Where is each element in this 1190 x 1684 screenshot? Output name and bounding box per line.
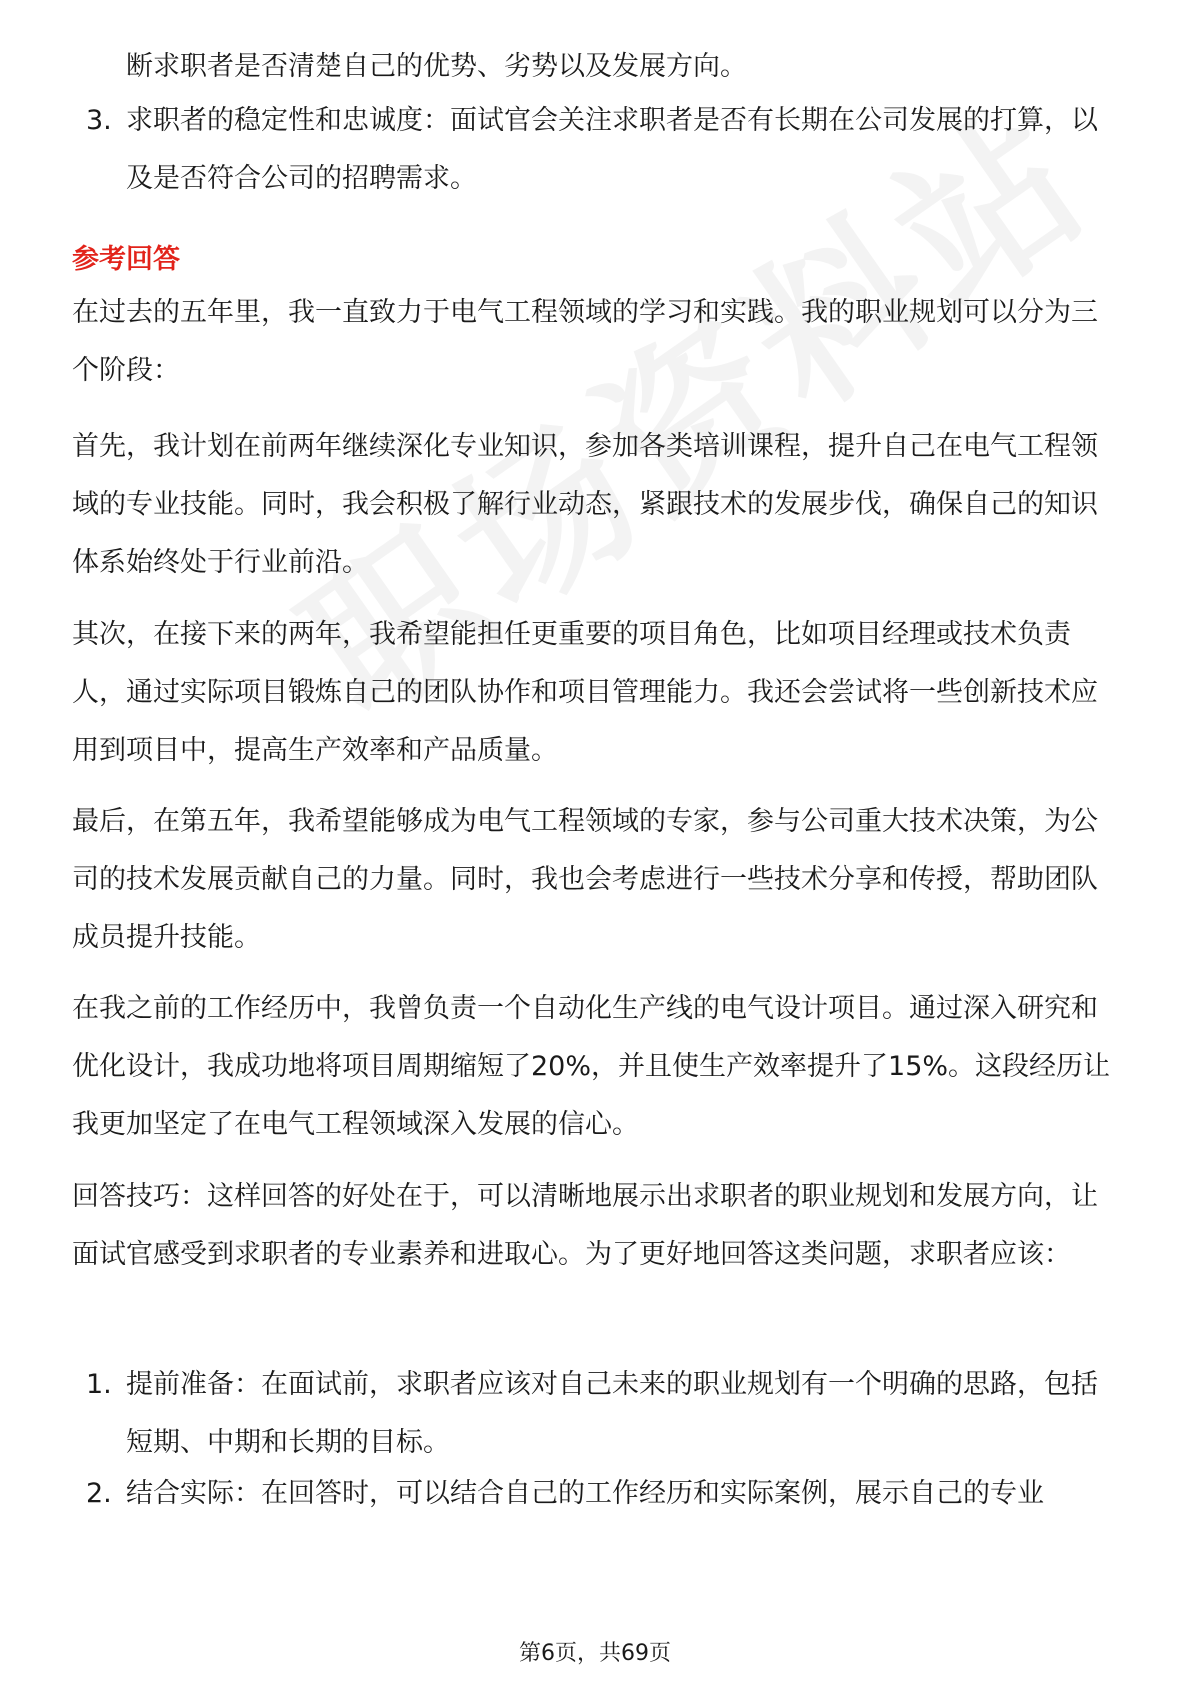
- continuation-text: 断求职者是否清楚自己的优势、劣势以及发展方向。: [126, 51, 747, 82]
- paragraph-second: 其次，在接下来的两年，我希望能担任更重要的项目角色，比如项目经理或技术负责人，通过实际项目锻炼自己的团队协作和项目管理能力。我还会尝试将一些创新技术应用到项目中，提高生产效率和产品质量。: [72, 619, 1098, 766]
- paragraph-tips: 回答技巧：这样回答的好处在于，可以清晰地展示出求职者的职业规划和发展方向，让面试官感受到求职者的专业素养和进取心。为了更好地回答这类问题，求职者应该：: [72, 1181, 1098, 1270]
- list-text: 提前准备：在面试前，求职者应该对自己未来的职业规划有一个明确的思路，包括短期、中期和长期的目标。: [126, 1369, 1098, 1458]
- list-text: 求职者的稳定性和忠诚度：面试官会关注求职者是否有长期在公司发展的打算，以及是否符合公司的招聘需求。: [126, 105, 1098, 194]
- list-number: 3.: [86, 105, 112, 136]
- paragraph-intro: 在过去的五年里，我一直致力于电气工程领域的学习和实践。我的职业规划可以分为三个阶段：: [72, 297, 1098, 386]
- list-item: [72, 1465, 1122, 1523]
- paragraph-first: 首先，我计划在前两年继续深化专业知识，参加各类培训课程，提升自己在电气工程领域的专业技能。同时，我会积极了解行业动态，紧跟技术的发展步伐，确保自己的知识体系始终处于行业前沿。: [72, 431, 1098, 578]
- list-item: [72, 92, 1122, 208]
- list-item: [72, 1356, 1122, 1472]
- page-number: 第6页，共69页: [519, 1641, 671, 1666]
- paragraph-third: 最后，在第五年，我希望能够成为电气工程领域的专家，参与公司重大技术决策，为公司的技术发展贡献自己的力量。同时，我也会考虑进行一些技术分享和传授，帮助团队成员提升技能。: [72, 806, 1098, 953]
- list-number: 1.: [86, 1369, 112, 1400]
- section-heading: 参考回答: [72, 244, 180, 275]
- paragraph-experience: 在我之前的工作经历中，我曾负责一个自动化生产线的电气设计项目。通过深入研究和优化设计，我成功地将项目周期缩短了20%，并且使生产效率提升了15%。这段经历让我更加坚定了在电气工程领域深入发展的信心。: [72, 993, 1111, 1140]
- list-number: 2.: [86, 1478, 112, 1509]
- list-text: 结合实际：在回答时，可以结合自己的工作经历和实际案例，展示自己的专业: [126, 1478, 1044, 1509]
